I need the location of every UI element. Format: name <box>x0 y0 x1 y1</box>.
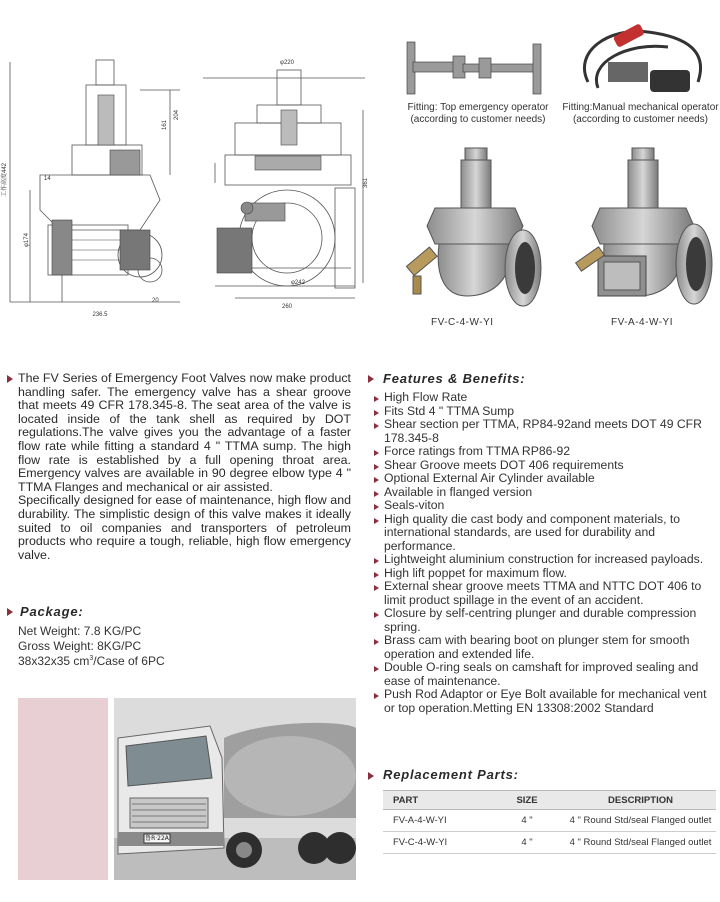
column-header-size: SIZE <box>489 791 565 810</box>
manual-operator-caption-line1: Fitting:Manual mechanical operator <box>562 102 719 113</box>
feature-item: Brass cam with bearing boot on plunger stem for smooth operation and extended life. <box>374 634 714 661</box>
case-size-dims: 38x32x35 cm <box>18 654 90 668</box>
feature-item: Optional External Air Cylinder available <box>374 472 714 486</box>
red-handle-icon <box>613 23 645 48</box>
table-row <box>383 810 716 832</box>
technical-drawing-side <box>0 40 185 330</box>
gross-weight: Gross Weight: 8KG/PC <box>18 639 142 653</box>
decorative-pink-panel <box>18 698 108 880</box>
dim-20: 20 <box>152 298 159 304</box>
case-size-sup: 3 <box>89 655 94 662</box>
top-operator-photo <box>393 38 553 100</box>
truck-license-plate: 鲁R·22A <box>145 835 169 842</box>
cell-description: 4 " Round Std/seal Flanged outlet <box>565 832 716 854</box>
column-header-part: PART <box>383 791 489 810</box>
net-weight: Net Weight: 7.8 KG/PC <box>18 624 142 638</box>
feature-item: Lightweight aluminium construction for increased payloads. <box>374 553 714 567</box>
features-list <box>374 391 714 715</box>
technical-drawing-front <box>195 48 373 312</box>
package-bullet-icon <box>7 608 13 616</box>
valve-photo-fv-a <box>574 146 716 312</box>
dim-236: 236.5 <box>92 312 108 318</box>
table-row <box>383 832 716 854</box>
manual-operator-caption-line2: (according to customer needs) <box>572 114 709 125</box>
dim-14: 14 <box>44 176 51 182</box>
feature-item: Double O-ring seals on camshaft for improved sealing and ease of maintenance. <box>374 661 714 688</box>
feature-item: High Flow Rate <box>374 391 714 405</box>
features-heading: Features & Benefits: <box>383 371 526 386</box>
replacement-bullet-icon <box>368 772 374 780</box>
dim-204: 204 <box>174 109 180 120</box>
feature-item: Push Rod Adaptor or Eye Bolt available for mechanical vent or top operation.Metting EN 13308:2002 Standard <box>374 688 714 715</box>
case-size-rest: /Case of 6PC <box>93 654 165 668</box>
intro-paragraph-2: Specifically designed for ease of maintenance, high flow and durability. The simplistic design of this valve makes it ideally suited to oil companies and transporters of petroleum products who require a tough, reliable, high flow emergency valve. <box>18 493 351 562</box>
feature-item: High quality die cast body and component materials, to international standards, are used for durability and performance. <box>374 513 714 554</box>
model-label-fv-a: FV-A-4-W-YI <box>611 317 673 328</box>
package-heading: Package: <box>20 604 84 619</box>
feature-item: Seals-viton <box>374 499 714 513</box>
top-operator-caption <box>392 102 564 126</box>
manual-operator-photo <box>568 22 714 104</box>
features-bullet-icon <box>368 375 374 383</box>
feature-item: External shear groove meets TTMA and NTTC DOT 406 to limit product spillage in the event of an accident. <box>374 580 714 607</box>
dim-161: 161 <box>162 119 168 130</box>
dim-442: 工作高度442 <box>2 162 8 198</box>
replacement-heading: Replacement Parts: <box>383 767 519 782</box>
feature-item: Force ratings from TTMA RP86-92 <box>374 445 714 459</box>
dim-220: φ220 <box>280 60 294 66</box>
cell-size: 4 " <box>489 832 565 854</box>
feature-item: Shear section per TTMA, RP84-92and meets DOT 49 CFR 178.345-8 <box>374 418 714 445</box>
feature-item: Fits Std 4 " TTMA Sump <box>374 405 714 419</box>
top-operator-caption-line1: Fitting: Top emergency operator <box>407 102 549 113</box>
feature-item: Shear Groove meets DOT 406 requirements <box>374 459 714 473</box>
table-header-row <box>383 791 716 810</box>
intro-paragraph-1: The FV Series of Emergency Foot Valves now make product handling safer. The emergency valve has a shear groove that meets 49 CFR 178.345-8. The seat area of the valve is located inside of the tank shell as required by DOT regulations.The valve gives you the advantage of a faster flow rate while fitting a standard 4 " TTMA sump. The high flow rate is established by a full opening throat area. Emergency valves are available in 90 degree elbow type 4 " TTMA Flanges and mechanical or air assisted. <box>18 371 351 494</box>
top-operator-caption-line2: (according to customer needs) <box>410 114 546 125</box>
cell-part: FV-C-4-W-YI <box>383 832 489 854</box>
model-label-fv-c: FV-C-4-W-YI <box>431 317 494 328</box>
dim-260: 260 <box>281 304 293 310</box>
feature-item: Available in flanged version <box>374 486 714 500</box>
column-header-description: DESCRIPTION <box>565 791 716 810</box>
intro-text <box>18 372 351 562</box>
intro-bullet-icon <box>7 375 13 383</box>
truck-photo-illustration <box>114 698 356 880</box>
feature-item: Closure by self-centring plunger and durable compression spring. <box>374 607 714 634</box>
valve-photo-fv-c <box>405 146 545 312</box>
cell-part: FV-A-4-W-YI <box>383 810 489 832</box>
case-size <box>18 654 165 668</box>
cell-description: 4 " Round Std/seal Flanged outlet <box>565 810 716 832</box>
dim-242: φ242 <box>291 280 305 286</box>
dim-174: φ174 <box>24 233 30 247</box>
truck-photo <box>114 698 356 880</box>
cell-size: 4 " <box>489 810 565 832</box>
dim-361: 361 <box>363 177 369 188</box>
manual-operator-caption <box>561 102 720 126</box>
replacement-parts-table <box>383 790 716 854</box>
feature-item: High lift poppet for maximum flow. <box>374 567 714 581</box>
